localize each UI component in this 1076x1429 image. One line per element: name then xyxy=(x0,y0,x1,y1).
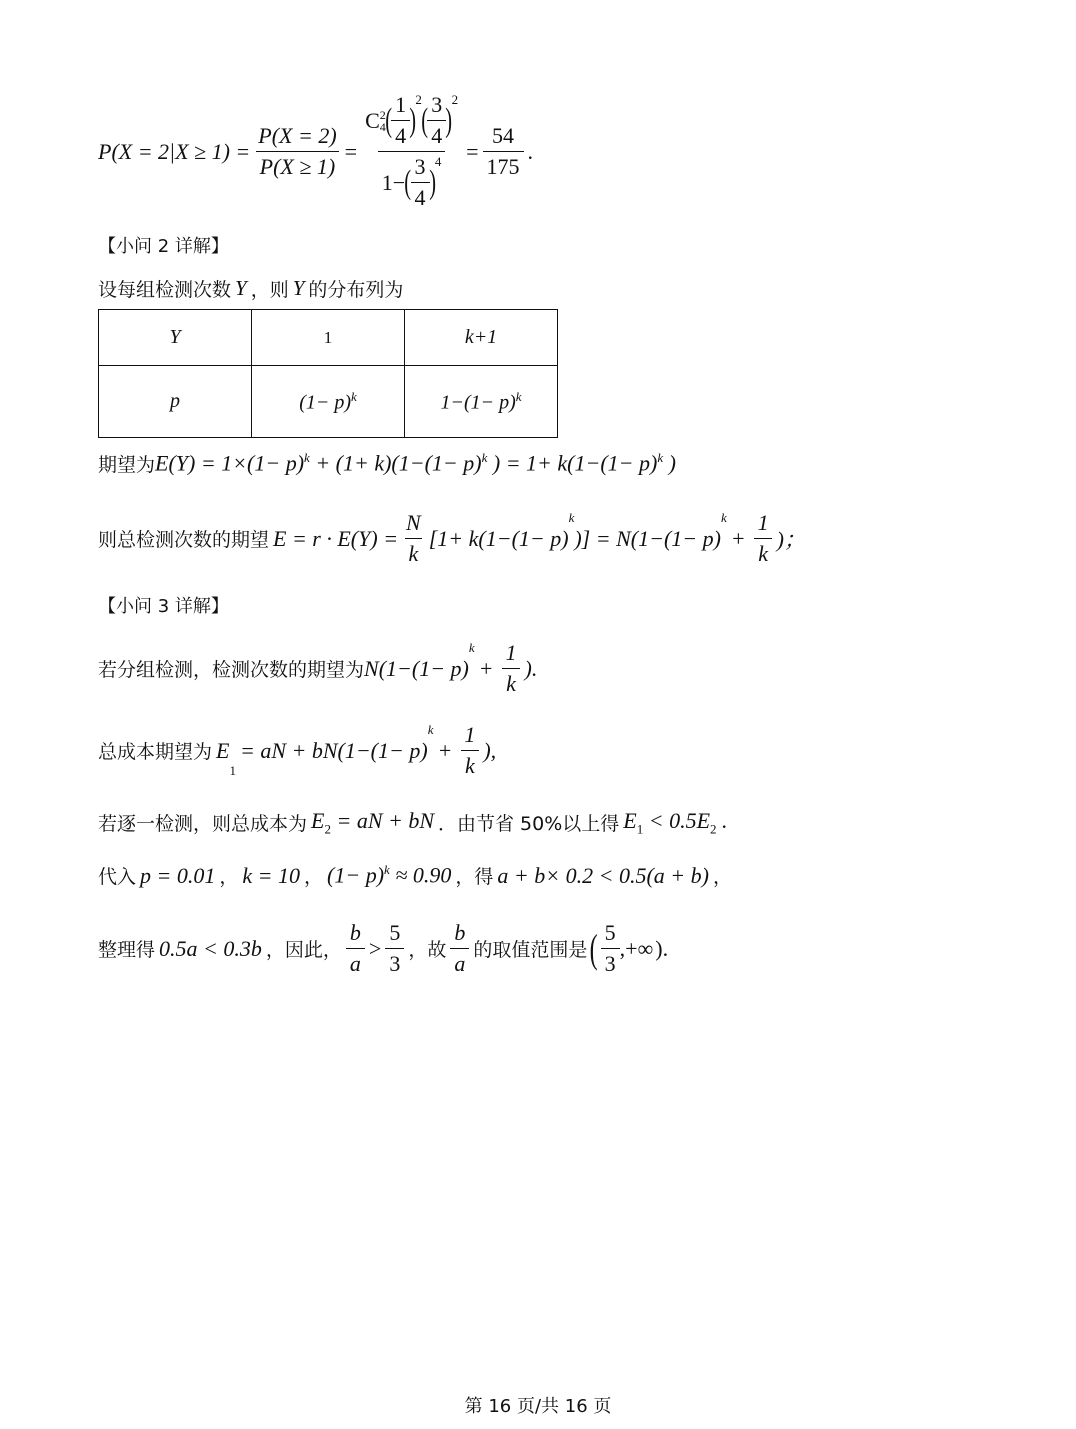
individual-test-cost: 若逐一检测，则总成本为 $E_2$ = aN + bN ．由节省 50%以上得 $E_1 < 0.5E_2$ . xyxy=(98,808,728,837)
substitution-line: 代入 p = 0.01 ， k = 10 ， $(1- p)^k \approx 0.90$ ，得 a + b× 0.2 < 0.5(a + b) ， xyxy=(98,862,732,888)
table-row xyxy=(99,366,558,438)
page-footer: 第 16 页/共 16 页 xyxy=(464,1396,612,1417)
total-cost-expectation: 总成本期望为 E $_1$ = aN + bN(1−(1− p) $^k$ + $\frac{1}{k}$ ), xyxy=(98,722,497,778)
table-cell: $1-(1- p)^k$ xyxy=(405,366,558,438)
table-cell: Y xyxy=(99,310,252,366)
table-cell: k+1 xyxy=(405,310,558,366)
table-cell: 1 xyxy=(252,310,405,366)
conclusion-line: 整理得 0.5a < 0.3b ，因此， $\frac{b}{a}$ > $\frac{5}{3}$ ，故 $\frac{b}{a}$ 的取值范围是 ( $\frac{5}{3}$ ,+∞ ). xyxy=(98,920,669,976)
fraction-result: $\frac{54}{175}$ xyxy=(483,123,524,180)
conditional-probability-formula: P(X = 2|X ≥ 1) = $\frac{P(X = 2)}{P(X \ge 1)}$ = C 2 4 ( $\frac{1}{4}$ ) $^2$ ( $\frac{3}{4}$ ) $^2$ 1− ( $\frac{3}{4}$ ) $^4$ = $\frac{54}{175}$ . xyxy=(98,92,533,210)
section3-title: 【小问 3 详解】 xyxy=(98,596,229,617)
fraction-binomial: C 2 4 ( $\frac{1}{4}$ ) $^2$ ( $\frac{3}{4}$ ) $^2$ 1− ( $\frac{3}{4}$ ) $^4$ xyxy=(365,92,459,210)
table-cell: p xyxy=(99,366,252,438)
table-row xyxy=(99,310,558,366)
expectation-line: 期望为 $E(Y) = 1\times(1- p)^k + (1+ k)(1-(1- p)^k$ ) = $1+ k(1-(1- p)^k$ ) xyxy=(98,450,676,476)
distribution-table xyxy=(98,309,558,438)
fraction-p-ratio: $\frac{P(X = 2)}{P(X \ge 1)}$ xyxy=(254,123,340,180)
total-expectation-line: 则总检测次数的期望 E = r · E(Y) = $\frac{N}{k}$ [1+ k(1−(1− p) $^k$ )] = N(1−(1− p) $^k$ + $\frac{1}{k}$ )； xyxy=(98,510,806,566)
formula-lhs: P(X = 2|X ≥ 1) = xyxy=(98,138,251,164)
group-test-expectation: 若分组检测，检测次数的期望为 N(1−(1− p) $^k$ + $\frac{1}{k}$ ). xyxy=(98,640,538,696)
distribution-intro: 设每组检测次数 Y ，则 Y 的分布列为 xyxy=(98,276,404,301)
table-cell: $(1- p)^k$ xyxy=(252,366,405,438)
section2-title: 【小问 2 详解】 xyxy=(98,236,229,257)
